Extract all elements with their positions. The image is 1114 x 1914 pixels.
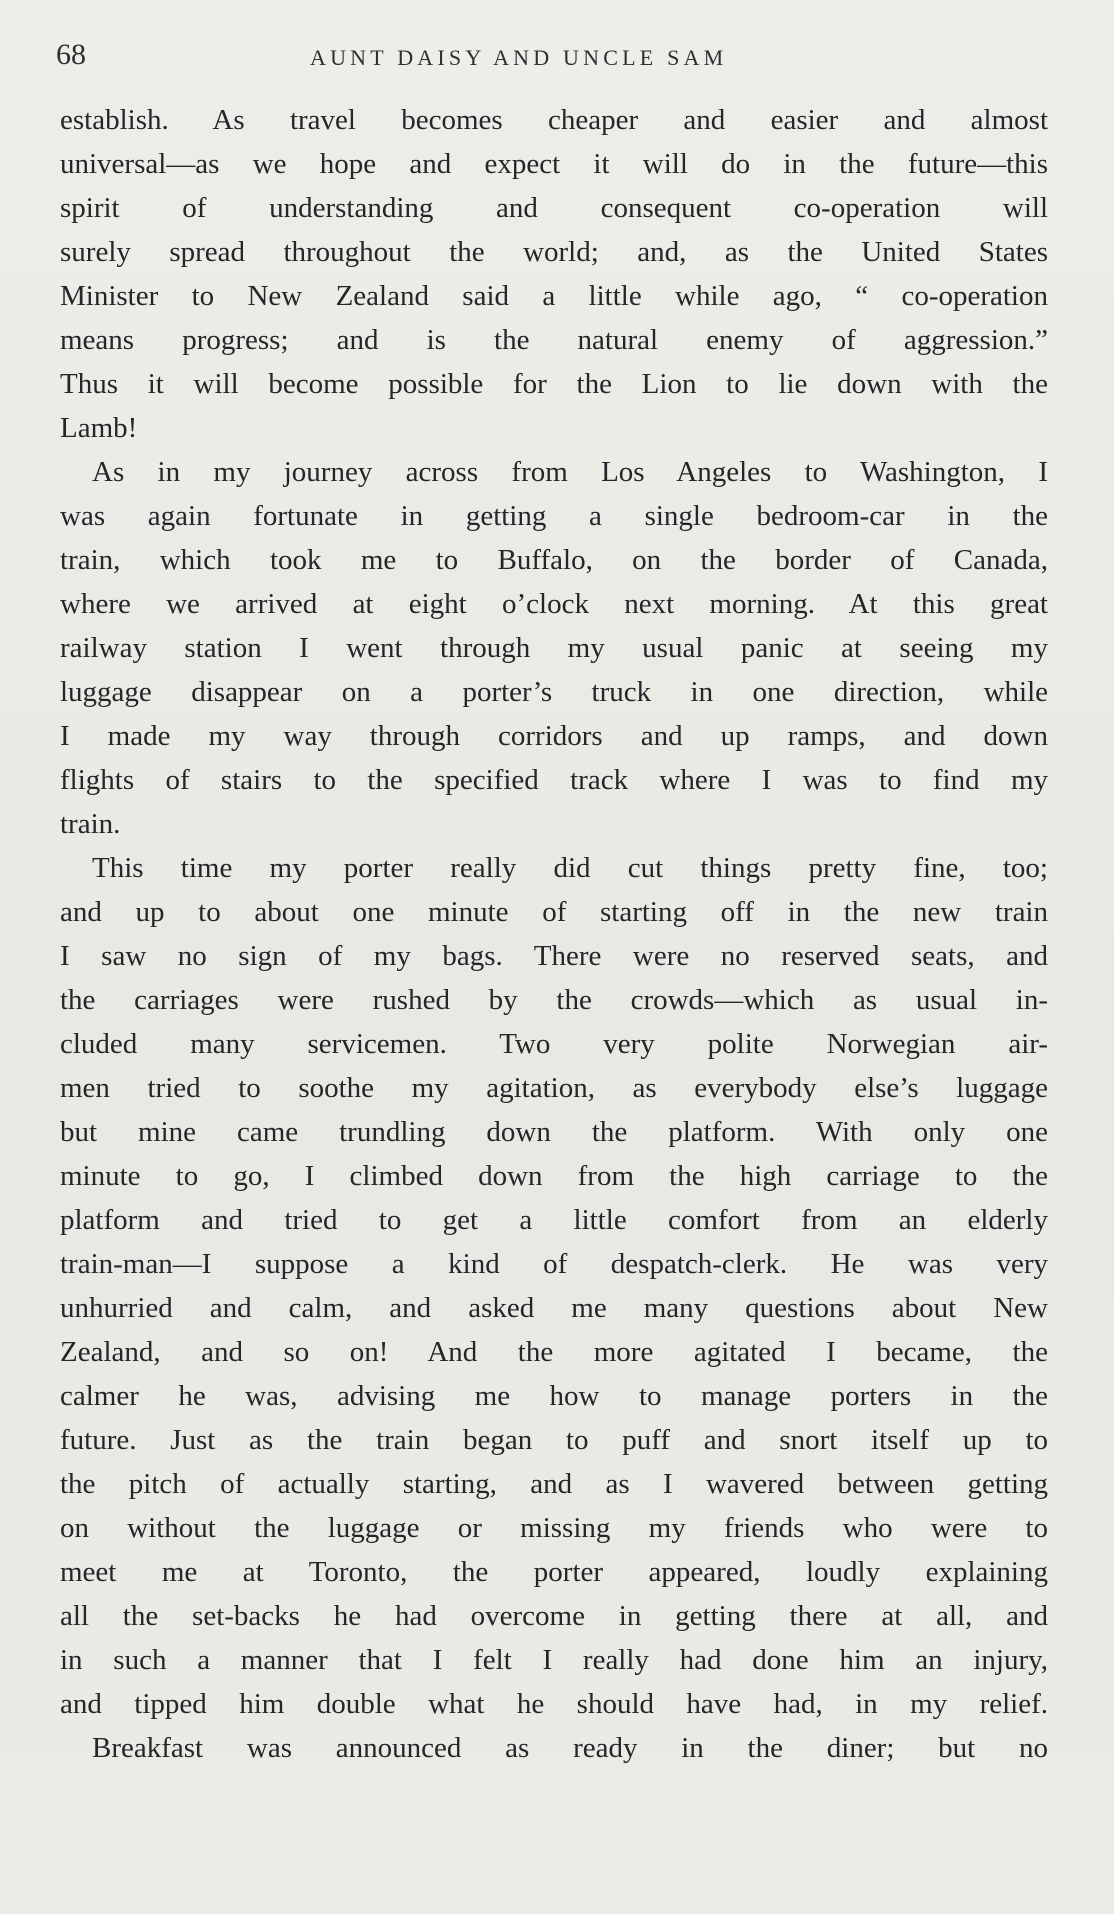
text-line: This time my porter really did cut things pretty fine, too; <box>92 852 1048 884</box>
text-line: meet me at Toronto, the porter appeared, loudly explaining <box>60 1556 1048 1588</box>
text-line: where we arrived at eight o’clock next morning. At this great <box>60 588 1048 620</box>
text-line: Thus it will become possible for the Lion to lie down with the <box>60 368 1048 400</box>
text-line: on without the luggage or missing my friends who were to <box>60 1512 1048 1544</box>
text-line: and tipped him double what he should have had, in my relief. <box>60 1688 1048 1720</box>
text-line: Breakfast was announced as ready in the diner; but no <box>92 1732 1048 1764</box>
text-line: Zealand, and so on! And the more agitated I became, the <box>60 1336 1048 1368</box>
text-line: I saw no sign of my bags. There were no reserved seats, and <box>60 940 1048 972</box>
text-line: flights of stairs to the specified track where I was to find my <box>60 764 1048 796</box>
text-line: the carriages were rushed by the crowds—which as usual in- <box>60 984 1048 1016</box>
text-line: establish. As travel becomes cheaper and easier and almost <box>60 104 1048 136</box>
text-line: cluded many servicemen. Two very polite Norwegian air- <box>60 1028 1048 1060</box>
text-line: universal—as we hope and expect it will do in the future—this <box>60 148 1048 180</box>
text-line: luggage disappear on a porter’s truck in one direction, while <box>60 676 1048 708</box>
running-head: AUNT DAISY AND UNCLE SAM <box>310 45 728 70</box>
text-line: the pitch of actually starting, and as I wavered between getting <box>60 1468 1048 1500</box>
text-line: I made my way through corridors and up ramps, and down <box>60 720 1048 752</box>
page-number: 68 <box>56 38 86 71</box>
text-line: men tried to soothe my agitation, as everybody else’s luggage <box>60 1072 1048 1104</box>
text-line: was again fortunate in getting a single bedroom-car in the <box>60 500 1048 532</box>
text-line: train. <box>60 808 121 840</box>
text-line: in such a manner that I felt I really had done him an injury, <box>60 1644 1048 1676</box>
text-line: and up to about one minute of starting off in the new train <box>60 896 1048 928</box>
text-line: Minister to New Zealand said a little while ago, “ co-operation <box>60 280 1048 312</box>
text-line: surely spread throughout the world; and, as the United States <box>60 236 1048 268</box>
text-line: train-man—I suppose a kind of despatch-clerk. He was very <box>60 1248 1048 1280</box>
text-line: means progress; and is the natural enemy of aggression.” <box>60 324 1048 356</box>
text-line: unhurried and calm, and asked me many questions about New <box>60 1292 1048 1324</box>
text-line: minute to go, I climbed down from the high carriage to the <box>60 1160 1048 1192</box>
text-line: future. Just as the train began to puff and snort itself up to <box>60 1424 1048 1456</box>
text-line: spirit of understanding and consequent co-operation will <box>60 192 1048 224</box>
text-line: railway station I went through my usual panic at seeing my <box>60 632 1048 664</box>
page-header <box>56 38 1056 78</box>
text-line: platform and tried to get a little comfort from an elderly <box>60 1204 1048 1236</box>
text-line: train, which took me to Buffalo, on the border of Canada, <box>60 544 1048 576</box>
text-line: all the set-backs he had overcome in getting there at all, and <box>60 1600 1048 1632</box>
body-text <box>60 98 1048 1770</box>
text-line: As in my journey across from Los Angeles to Washington, I <box>92 456 1048 488</box>
text-line: but mine came trundling down the platform. With only one <box>60 1116 1048 1148</box>
text-line: calmer he was, advising me how to manage porters in the <box>60 1380 1048 1412</box>
text-line: Lamb! <box>60 412 138 444</box>
